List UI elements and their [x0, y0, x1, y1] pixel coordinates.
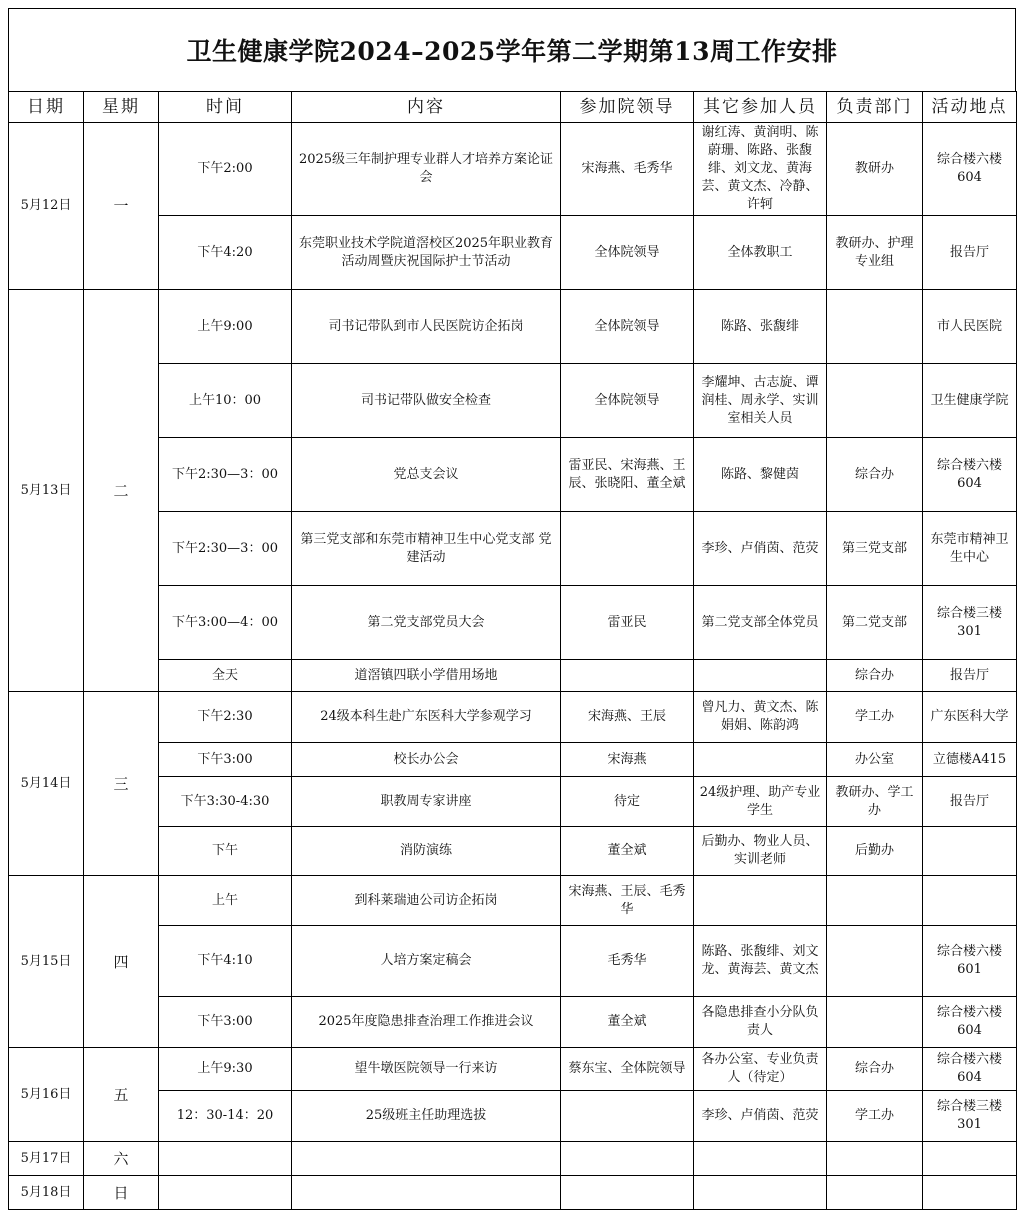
cell-leaders	[561, 1091, 694, 1142]
cell-dept	[827, 997, 923, 1048]
cell-leaders: 雷亚民、宋海燕、王辰、张晓阳、董全斌	[561, 438, 694, 512]
schedule-row	[9, 123, 1017, 216]
cell-time: 全天	[159, 660, 292, 692]
cell-place: 综合楼六楼601	[923, 926, 1017, 997]
schedule-row	[9, 1091, 1017, 1142]
cell-dept: 综合办	[827, 438, 923, 512]
cell-weekday: 四	[84, 876, 159, 1048]
cell-leaders: 宋海燕	[561, 743, 694, 777]
cell-date: 5月14日	[9, 692, 84, 876]
cell-others: 第二党支部全体党员	[694, 586, 827, 660]
cell-place: 报告厅	[923, 216, 1017, 290]
cell-others	[694, 1176, 827, 1210]
cell-leaders: 待定	[561, 777, 694, 827]
cell-dept: 学工办	[827, 692, 923, 743]
schedule-row	[9, 997, 1017, 1048]
cell-others: 谢红涛、黄润明、陈蔚珊、陈路、张馥绯、刘文龙、黄海芸、黄文杰、冷静、许轲	[694, 123, 827, 216]
cell-weekday: 六	[84, 1142, 159, 1176]
cell-content: 望牛墩医院领导一行来访	[292, 1048, 561, 1091]
header-row	[9, 92, 1017, 123]
page-title: 卫生健康学院2024–2025学年第二学期第13周工作安排	[8, 8, 1016, 91]
cell-leaders: 宋海燕、王辰	[561, 692, 694, 743]
cell-others	[694, 743, 827, 777]
schedule-row	[9, 586, 1017, 660]
cell-content	[292, 1176, 561, 1210]
cell-time: 上午10：00	[159, 364, 292, 438]
cell-time: 下午3:00	[159, 997, 292, 1048]
cell-content: 东莞职业技术学院道滘校区2025年职业教育活动周暨庆祝国际护士节活动	[292, 216, 561, 290]
cell-leaders: 宋海燕、王辰、毛秀华	[561, 876, 694, 926]
cell-dept: 教研办、学工办	[827, 777, 923, 827]
cell-time: 下午3:30-4:30	[159, 777, 292, 827]
cell-content: 消防演练	[292, 827, 561, 876]
cell-others: 李珍、卢俏茵、范荧	[694, 1091, 827, 1142]
schedule-row	[9, 1048, 1017, 1091]
cell-dept	[827, 364, 923, 438]
cell-content: 党总支会议	[292, 438, 561, 512]
cell-place: 综合楼三楼301	[923, 1091, 1017, 1142]
header-time: 时间	[159, 92, 292, 123]
cell-leaders: 毛秀华	[561, 926, 694, 997]
cell-date: 5月12日	[9, 123, 84, 290]
cell-others: 陈路、张馥绯、刘文龙、黄海芸、黄文杰	[694, 926, 827, 997]
cell-others: 李耀坤、古志旋、谭润桂、周永学、实训室相关人员	[694, 364, 827, 438]
schedule-row	[9, 660, 1017, 692]
schedule-row	[9, 290, 1017, 364]
cell-others: 全体教职工	[694, 216, 827, 290]
cell-place: 综合楼六楼604	[923, 997, 1017, 1048]
schedule-table	[8, 91, 1017, 1210]
schedule-row	[9, 216, 1017, 290]
schedule-row	[9, 777, 1017, 827]
cell-place: 综合楼六楼604	[923, 1048, 1017, 1091]
cell-leaders	[561, 1142, 694, 1176]
cell-leaders	[561, 660, 694, 692]
cell-weekday: 二	[84, 290, 159, 692]
cell-place: 市人民医院	[923, 290, 1017, 364]
cell-content: 24级本科生赴广东医科大学参观学习	[292, 692, 561, 743]
cell-time: 下午2:30	[159, 692, 292, 743]
header-dept: 负责部门	[827, 92, 923, 123]
header-others: 其它参加人员	[694, 92, 827, 123]
cell-time: 上午9:30	[159, 1048, 292, 1091]
cell-time: 下午2:00	[159, 123, 292, 216]
header-content: 内容	[292, 92, 561, 123]
cell-dept: 教研办	[827, 123, 923, 216]
cell-time: 上午	[159, 876, 292, 926]
schedule-row	[9, 438, 1017, 512]
schedule-row	[9, 1176, 1017, 1210]
schedule-row	[9, 692, 1017, 743]
cell-others: 陈路、张馥绯	[694, 290, 827, 364]
cell-content: 25级班主任助理选拔	[292, 1091, 561, 1142]
cell-content: 2025级三年制护理专业群人才培养方案论证会	[292, 123, 561, 216]
cell-content: 司书记带队到市人民医院访企拓岗	[292, 290, 561, 364]
cell-place	[923, 827, 1017, 876]
cell-dept: 后勤办	[827, 827, 923, 876]
cell-time: 下午3:00—4：00	[159, 586, 292, 660]
cell-content: 职教周专家讲座	[292, 777, 561, 827]
cell-weekday: 一	[84, 123, 159, 290]
cell-date: 5月13日	[9, 290, 84, 692]
schedule-body	[9, 123, 1017, 1210]
schedule-row	[9, 364, 1017, 438]
cell-leaders: 蔡东宝、全体院领导	[561, 1048, 694, 1091]
cell-dept: 第二党支部	[827, 586, 923, 660]
schedule-row	[9, 876, 1017, 926]
cell-time: 下午2:30—3：00	[159, 512, 292, 586]
cell-place: 报告厅	[923, 777, 1017, 827]
schedule-sheet	[8, 8, 1016, 1210]
cell-time: 下午4:10	[159, 926, 292, 997]
header-date: 日期	[9, 92, 84, 123]
cell-leaders: 全体院领导	[561, 364, 694, 438]
cell-others: 24级护理、助产专业学生	[694, 777, 827, 827]
cell-dept	[827, 1142, 923, 1176]
cell-place: 综合楼三楼301	[923, 586, 1017, 660]
cell-date: 5月17日	[9, 1142, 84, 1176]
cell-weekday: 日	[84, 1176, 159, 1210]
cell-leaders: 董全斌	[561, 997, 694, 1048]
cell-others: 各办公室、专业负责人（待定）	[694, 1048, 827, 1091]
cell-place: 立德楼A415	[923, 743, 1017, 777]
cell-place: 广东医科大学	[923, 692, 1017, 743]
cell-date: 5月15日	[9, 876, 84, 1048]
cell-dept: 第三党支部	[827, 512, 923, 586]
cell-others: 后勤办、物业人员、实训老师	[694, 827, 827, 876]
cell-others	[694, 1142, 827, 1176]
cell-content	[292, 1142, 561, 1176]
cell-weekday: 三	[84, 692, 159, 876]
header-weekday: 星期	[84, 92, 159, 123]
cell-time: 下午	[159, 827, 292, 876]
cell-leaders: 雷亚民	[561, 586, 694, 660]
cell-dept: 综合办	[827, 660, 923, 692]
cell-time: 12：30-14：20	[159, 1091, 292, 1142]
cell-place: 综合楼六楼604	[923, 123, 1017, 216]
cell-place	[923, 876, 1017, 926]
schedule-row	[9, 743, 1017, 777]
cell-dept: 学工办	[827, 1091, 923, 1142]
cell-dept: 综合办	[827, 1048, 923, 1091]
cell-leaders: 董全斌	[561, 827, 694, 876]
schedule-row	[9, 926, 1017, 997]
schedule-row	[9, 827, 1017, 876]
cell-place: 卫生健康学院	[923, 364, 1017, 438]
cell-others	[694, 876, 827, 926]
cell-others: 曾凡力、黄文杰、陈娟娟、陈韵鸿	[694, 692, 827, 743]
cell-leaders: 全体院领导	[561, 290, 694, 364]
cell-others: 各隐患排查小分队负责人	[694, 997, 827, 1048]
cell-dept: 教研办、护理专业组	[827, 216, 923, 290]
cell-dept	[827, 926, 923, 997]
cell-place: 综合楼六楼604	[923, 438, 1017, 512]
cell-leaders: 全体院领导	[561, 216, 694, 290]
cell-time: 上午9:00	[159, 290, 292, 364]
schedule-row	[9, 1142, 1017, 1176]
cell-date: 5月16日	[9, 1048, 84, 1142]
cell-time: 下午3:00	[159, 743, 292, 777]
cell-time	[159, 1142, 292, 1176]
cell-others	[694, 660, 827, 692]
cell-content: 司书记带队做安全检查	[292, 364, 561, 438]
cell-content: 人培方案定稿会	[292, 926, 561, 997]
cell-content: 2025年度隐患排查治理工作推进会议	[292, 997, 561, 1048]
cell-date: 5月18日	[9, 1176, 84, 1210]
header-leaders: 参加院领导	[561, 92, 694, 123]
cell-dept	[827, 290, 923, 364]
cell-dept	[827, 1176, 923, 1210]
cell-weekday: 五	[84, 1048, 159, 1142]
cell-content: 第三党支部和东莞市精神卫生中心党支部 党建活动	[292, 512, 561, 586]
cell-dept: 办公室	[827, 743, 923, 777]
cell-others: 陈路、黎健茵	[694, 438, 827, 512]
cell-time: 下午2:30—3：00	[159, 438, 292, 512]
cell-place	[923, 1176, 1017, 1210]
cell-place	[923, 1142, 1017, 1176]
cell-others: 李珍、卢俏茵、范荧	[694, 512, 827, 586]
cell-time	[159, 1176, 292, 1210]
schedule-row	[9, 512, 1017, 586]
header-place: 活动地点	[923, 92, 1017, 123]
cell-time: 下午4:20	[159, 216, 292, 290]
cell-leaders: 宋海燕、毛秀华	[561, 123, 694, 216]
cell-content: 第二党支部党员大会	[292, 586, 561, 660]
cell-dept	[827, 876, 923, 926]
cell-content: 到科莱瑞迪公司访企拓岗	[292, 876, 561, 926]
cell-place: 报告厅	[923, 660, 1017, 692]
cell-leaders	[561, 1176, 694, 1210]
cell-place: 东莞市精神卫生中心	[923, 512, 1017, 586]
cell-leaders	[561, 512, 694, 586]
cell-content: 校长办公会	[292, 743, 561, 777]
cell-content: 道滘镇四联小学借用场地	[292, 660, 561, 692]
